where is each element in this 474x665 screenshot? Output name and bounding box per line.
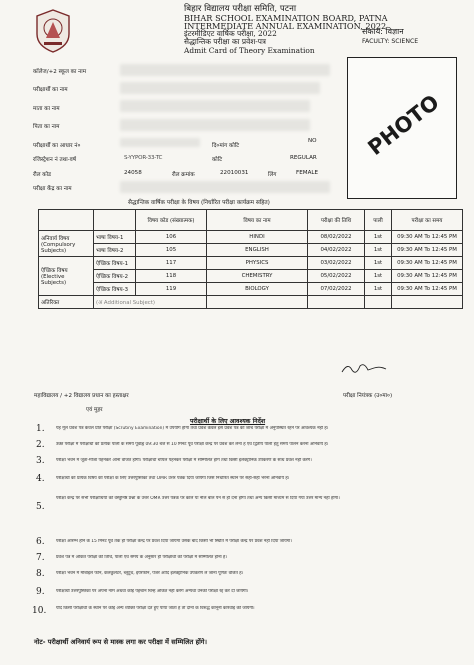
elective-group-english: (Elective Subjects) [41, 274, 67, 286]
controller-label: परीक्षा नियंत्रक (उ०मा०) [343, 393, 393, 399]
instruction-text: यह मूल प्रवेश पत्र केवल प्रति परीक्षा (Scrutiny Examination) में उपयोग होगा तथा प्रवेश केवल इस प्रवेश पत्र की जाँच परीक्षा में अनुपस्थित रहने पर आवश्यक नहीं है। [56, 426, 329, 431]
row-shift: 1st [365, 257, 392, 270]
row-code: 118 [136, 270, 207, 283]
table-row [39, 270, 463, 283]
category-value: REGULAR [290, 155, 317, 161]
seal-label: एवं मुहर [86, 407, 103, 413]
instruction-text: परीक्षा भवन में मोबाइल फोन, कैलकुलेटर, ब्लूटूथ, इयरफोन, पेजर आदि इलेक्ट्रॉनिक उपकरण ले जाना पूर्णतः वर्जित है। [56, 571, 244, 576]
row-code: 105 [136, 244, 207, 257]
redacted-student-name [120, 82, 320, 94]
instruction-text: परीक्षार्थी उत्तरपुस्तिका पर अपना नाम अथवा कोई पहचान चिन्ह अंकित नहीं करेंगे अन्यथा उनकी परीक्षा रद्द कर दी जायेगी। [56, 589, 249, 594]
board-name-hindi: बिहार विद्यालय परीक्षा समिति, पटना [184, 4, 297, 14]
student-name-label: परीक्षार्थी का नाम [33, 87, 68, 93]
table-row [39, 231, 463, 244]
instruction-number: 4. [36, 474, 45, 484]
registration-label: रजिस्ट्रेशन नं तथा-वर्ष [33, 157, 77, 163]
row-code: 117 [136, 257, 207, 270]
instruction-text: उक्त परीक्षा में परीक्षार्थी को प्रत्येक पाली के समय पूर्वाह्न 09:30 बजे से 10 मिनट पूर्व परीक्षा केन्द्र पर प्रवेश कर लेना है एवं द्वितीय पाली हेतु समय पालन करना अनिवार्य है। [56, 442, 329, 447]
row-subject: PHYSICS [207, 257, 308, 270]
mask-note: नोट- परीक्षार्थी अनिवार्य रूप से मास्क लगा कर परीक्षा में सम्मिलित होंगे। [34, 638, 208, 646]
faculty-hindi: संकाय: विज्ञान [362, 27, 404, 36]
row-date: 04/02/2022 [308, 244, 365, 257]
admit-card-english: Admit Card of Theory Examination [184, 46, 315, 55]
header-shift: पाली [365, 210, 392, 231]
instruction-text: परीक्षा भवन में जूता-मोजा पहनकर आना वर्जित होगी। परीक्षार्थी चप्पल पहनकर परीक्षा में सम्मिलित होंगे तथा किसी इलेक्ट्रॉनिक उपकरण के साथ प्रवेश नहीं करेंगे। [56, 458, 312, 463]
instructions-title: परीक्षार्थी के लिए आवश्यक निर्देश [190, 418, 266, 425]
instruction-number: 2. [36, 440, 45, 450]
row-shift: 1st [365, 231, 392, 244]
table-row-additional [39, 296, 463, 309]
additional-note: (अ Additional Subject) [94, 296, 207, 309]
row-time: 09:30 AM To 12:45 PM [392, 283, 463, 296]
header-subject-name: विषय का नाम [207, 210, 308, 231]
school-name-label: कॉलेज/+2 स्कूल का नाम [33, 69, 87, 75]
instruction-number: 8. [36, 569, 45, 579]
row-shift: 1st [365, 270, 392, 283]
redacted-centre [120, 181, 330, 193]
instruction-text: परीक्षार्थी को प्रत्येक विषय की परीक्षा के लिए उत्तरपुस्तिका तथा OMR उत्तर पत्रक दिया जायेगा जिसे निर्धारित स्थान पर सही-सही भरना अनिवार्य है। [56, 476, 290, 481]
row-date: 05/02/2022 [308, 270, 365, 283]
header-exam-date: परीक्षा की तिथि [308, 210, 365, 231]
table-row [39, 283, 463, 296]
differently-abled-label: दि०मांग कोटि [212, 143, 240, 149]
header-subject-code: विषय कोड (संख्यात्मक) [136, 210, 207, 231]
instruction-number: 5. [36, 502, 45, 512]
admit-card-hindi: सैद्धान्तिक परीक्षा का प्रवेश-पत्र [184, 37, 266, 46]
redacted-school [120, 64, 330, 76]
redacted-father-name [120, 119, 310, 131]
instruction-number: 10. [32, 606, 47, 616]
table-row [39, 244, 463, 257]
aadhaar-label: परीक्षार्थी का आधार नं० [33, 143, 81, 149]
compulsory-group-english: (Compulsory Subjects) [41, 241, 76, 254]
centre-name-label: परीक्षा केंद्र का नाम [33, 186, 72, 192]
instruction-text: परीक्षा आरम्भ होने के 15 मिनट पूर्व तक ही परीक्षा केन्द्र पर प्रवेश दिया जायेगा उसके बाद किसी भी स्थिति में परीक्षा केन्द्र पर प्रवेश नहीं दिया जायेगा। [56, 539, 292, 544]
roll-number-label: रौल क्रमांक [172, 172, 195, 178]
instruction-text: परीक्षा केन्द्र पर सभी परीक्षार्थियों को वस्तुनिष्ठ प्रश्नों के उत्तर OMR उत्तर पत्रक पर काले या नीले बॉल पेन से ही देना होगा तथा अन्य किसी माध्यम से दिया गया उत्तर मान्य नहीं होगा। [56, 496, 340, 501]
table-header-row [39, 210, 463, 231]
elective-group [39, 257, 94, 296]
header-exam-time: परीक्षा का समय [392, 210, 463, 231]
row-label: भाषा विषय-2 [94, 244, 136, 257]
row-label: भाषा विषय-1 [94, 231, 136, 244]
row-label: ऐच्छिक विषय-1 [94, 257, 136, 270]
row-date: 07/02/2022 [308, 283, 365, 296]
row-date: 08/02/2022 [308, 231, 365, 244]
faculty-english: FACULTY: SCIENCE [362, 38, 419, 45]
registration-value: S-YYPOR-33-TC [124, 155, 163, 161]
redacted-mother-name [120, 100, 310, 112]
compulsory-group-hindi: अनिवार्य विषय [41, 235, 70, 242]
row-time: 09:30 AM To 12:45 PM [392, 244, 463, 257]
roll-code-label: रौल कोड [33, 172, 52, 178]
row-time: 09:30 AM To 12:45 PM [392, 257, 463, 270]
controller-signature [340, 360, 388, 376]
row-label: ऐच्छिक विषय-3 [94, 283, 136, 296]
row-shift: 1st [365, 244, 392, 257]
gender-value: FEMALE [296, 170, 319, 176]
row-code: 106 [136, 231, 207, 244]
row-subject: BIOLOGY [207, 283, 308, 296]
instruction-number: 6. [36, 537, 45, 547]
subjects-caption: सैद्धान्तिक वार्षिक परीक्षा के विषय (निर्धारित परीक्षा कार्यक्रम सहित) [128, 200, 270, 206]
board-name-english: BIHAR SCHOOL EXAMINATION BOARD, PATNA [184, 13, 388, 23]
row-shift: 1st [365, 283, 392, 296]
instruction-number: 7. [36, 553, 45, 563]
exam-title-hindi: इंटरमीडिएट वार्षिक परीक्षा, 2022 [184, 29, 277, 38]
photo-box [347, 57, 457, 199]
row-subject: ENGLISH [207, 244, 308, 257]
category-label: कोटि [212, 157, 223, 163]
row-subject: HINDI [207, 231, 308, 244]
row-date: 03/02/2022 [308, 257, 365, 270]
roll-code-value: 24058 [124, 170, 142, 176]
gender-label: लिंग [268, 172, 277, 178]
instruction-number: 3. [36, 456, 45, 466]
instruction-text: यदि किसी परीक्षार्थी के स्थान पर कोई अन्य व्यक्ति परीक्षा देते हुए पाया जाता है तो दोनों के विरुद्ध कानूनी कार्रवाई की जायेगी। [56, 606, 255, 611]
row-code: 119 [136, 283, 207, 296]
row-time: 09:30 AM To 12:45 PM [392, 231, 463, 244]
father-name-label: पिता का नाम [33, 124, 60, 130]
mother-name-label: माता का नाम [33, 106, 60, 112]
compulsory-group [39, 231, 94, 257]
instruction-text: प्रवेश पत्र में अंकित परीक्षा की तिथि, पाली एवं समय के अनुसार ही परीक्षार्थी को परीक्षा में सम्मिलित होना है। [56, 555, 228, 560]
table-row [39, 257, 463, 270]
marital-status-value: NO [308, 138, 317, 144]
instruction-number: 1. [36, 424, 45, 434]
row-time: 09:30 AM To 12:45 PM [392, 270, 463, 283]
instruction-number: 9. [36, 587, 45, 597]
subjects-table [38, 209, 463, 309]
redacted-aadhaar [120, 138, 200, 147]
photo-label: PHOTO [363, 89, 444, 161]
row-label: ऐच्छिक विषय-2 [94, 270, 136, 283]
additional-label: अतिरिक्त [39, 296, 94, 309]
board-logo [34, 8, 72, 54]
principal-signature-label: महाविद्यालय / +2 विद्यालय प्रधान का हस्ताक्षर [34, 393, 129, 399]
elective-group-hindi: ऐच्छिक विषय [41, 268, 68, 274]
exam-title-english: INTERMEDIATE ANNUAL EXAMINATION, 2022 [184, 21, 387, 31]
row-subject: CHEMISTRY [207, 270, 308, 283]
roll-number-value: 22010031 [220, 170, 249, 176]
